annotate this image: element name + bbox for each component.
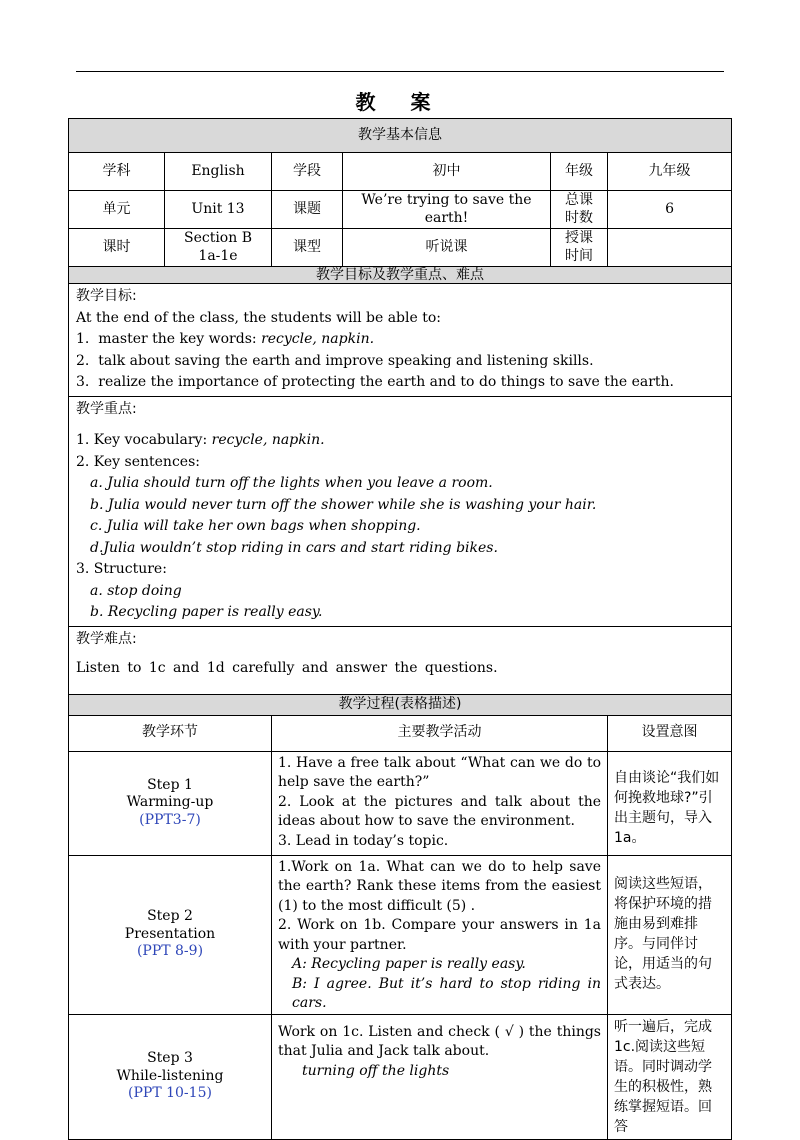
step-activities: Work on 1c. Listen and check ( √ ) the things that Julia and Jack talk about. turning off the lights xyxy=(272,1014,608,1139)
col-purpose: 设置意图 xyxy=(608,715,732,751)
grade-value: 九年级 xyxy=(608,153,732,191)
stage-label: 学段 xyxy=(272,153,343,191)
key-points-title: 教学重点: xyxy=(76,400,137,417)
key-sentence: b. Julia would never turn off the shower while she is washing your hair. xyxy=(90,496,597,513)
structure-label: 3. Structure: xyxy=(76,561,167,577)
lesson-type-label: 课型 xyxy=(272,229,343,267)
goals-header: 教学目标及教学重点、难点 xyxy=(69,267,732,284)
objective-item: 3. realize the importance of protecting the earth and to do things to save the earth. xyxy=(76,374,674,390)
structure-item: a. stop doing xyxy=(90,582,182,599)
key-sentence: c. Julia will take her own bags when shopping. xyxy=(90,518,421,534)
process-columns xyxy=(69,715,732,751)
period-label: 课时 xyxy=(69,229,165,267)
info-row xyxy=(69,153,732,191)
objective-item: 2. talk about saving the earth and improve speaking and listening skills. xyxy=(76,352,594,369)
total-periods-label: 总课时数 xyxy=(551,191,608,229)
topic-label: 课题 xyxy=(272,191,343,229)
unit-value: Unit 13 xyxy=(165,191,272,229)
step-label: Step 2 Presentation (PPT 8-9) xyxy=(69,855,272,1014)
objectives-intro: At the end of the class, the students will be able to: xyxy=(76,309,441,326)
unit-label: 单元 xyxy=(69,191,165,229)
info-row xyxy=(69,229,732,267)
step-row xyxy=(69,855,732,1014)
step-label: Step 3 While-listening (PPT 10-15) xyxy=(69,1014,272,1139)
step-purpose: 听一遍后，完成1c.阅读这些短语。同时调动学生的积极性，熟练掌握短语。回答 xyxy=(608,1014,732,1139)
lesson-type-value: 听说课 xyxy=(343,229,551,267)
step-row xyxy=(69,1014,732,1139)
objectives-title: 教学目标: xyxy=(76,288,137,304)
subject-value: English xyxy=(165,153,272,191)
difficulty-title: 教学难点: xyxy=(76,630,137,647)
col-activities: 主要教学活动 xyxy=(272,715,608,751)
key-sentence: a. Julia should turn off the lights when you leave a room. xyxy=(90,475,493,491)
teaching-time-label: 授课时间 xyxy=(551,229,608,267)
difficulty-section xyxy=(69,626,732,694)
grade-label: 年级 xyxy=(551,153,608,191)
difficulty-text: Listen to 1c and 1d carefully and answer the questions. xyxy=(76,660,498,676)
info-row xyxy=(69,191,732,229)
key-vocabulary: 1. Key vocabulary: recycle, napkin. xyxy=(76,432,325,448)
total-periods-value: 6 xyxy=(608,191,732,229)
subject-label: 学科 xyxy=(69,153,165,191)
topic-value: We’re trying to save the earth! xyxy=(343,191,551,229)
lesson-plan-table xyxy=(68,118,732,1140)
teaching-time-value xyxy=(608,229,732,267)
key-sentences-label: 2. Key sentences: xyxy=(76,453,200,470)
structure-item: b. Recycling paper is really easy. xyxy=(90,604,323,620)
col-stage: 教学环节 xyxy=(69,715,272,751)
step-label: Step 1 Warming-up (PPT3-7) xyxy=(69,751,272,855)
header-rule xyxy=(76,71,724,72)
process-header: 教学过程(表格描述) xyxy=(69,694,732,715)
step-activities: 1. Have a free talk about “What can we do to help save the earth?” 2. Look at the pictures and talk about the ideas about how to save the environment. 3. Lead in today’s topic. xyxy=(272,751,608,855)
objectives-section xyxy=(69,284,732,397)
basic-info-header: 教学基本信息 xyxy=(69,119,732,153)
step-purpose: 自由谈论“我们如何挽救地球?”引出主题句，导入1a。 xyxy=(608,751,732,855)
key-sentence: d.Julia wouldn’t stop riding in cars and start riding bikes. xyxy=(90,539,498,556)
step-activities: 1.Work on 1a. What can we do to help save the earth? Rank these items from the easiest (1) to the most difficult (5) . 2. Work on 1b. Compare your answers in 1a with your partner. A: Recycling paper is really easy. B: I agree. But it’s hard to stop riding in cars. xyxy=(272,855,608,1014)
step-row xyxy=(69,751,732,855)
stage-value: 初中 xyxy=(343,153,551,191)
period-value: Section B 1a-1e xyxy=(165,229,272,267)
key-points-section xyxy=(69,396,732,626)
step-purpose: 阅读这些短语，将保护环境的措施由易到难排序。与同伴讨论，用适当的句式表达。 xyxy=(608,855,732,1014)
objective-item: 1. master the key words: recycle, napkin. xyxy=(76,331,375,347)
page-title: 教 案 xyxy=(355,90,445,114)
